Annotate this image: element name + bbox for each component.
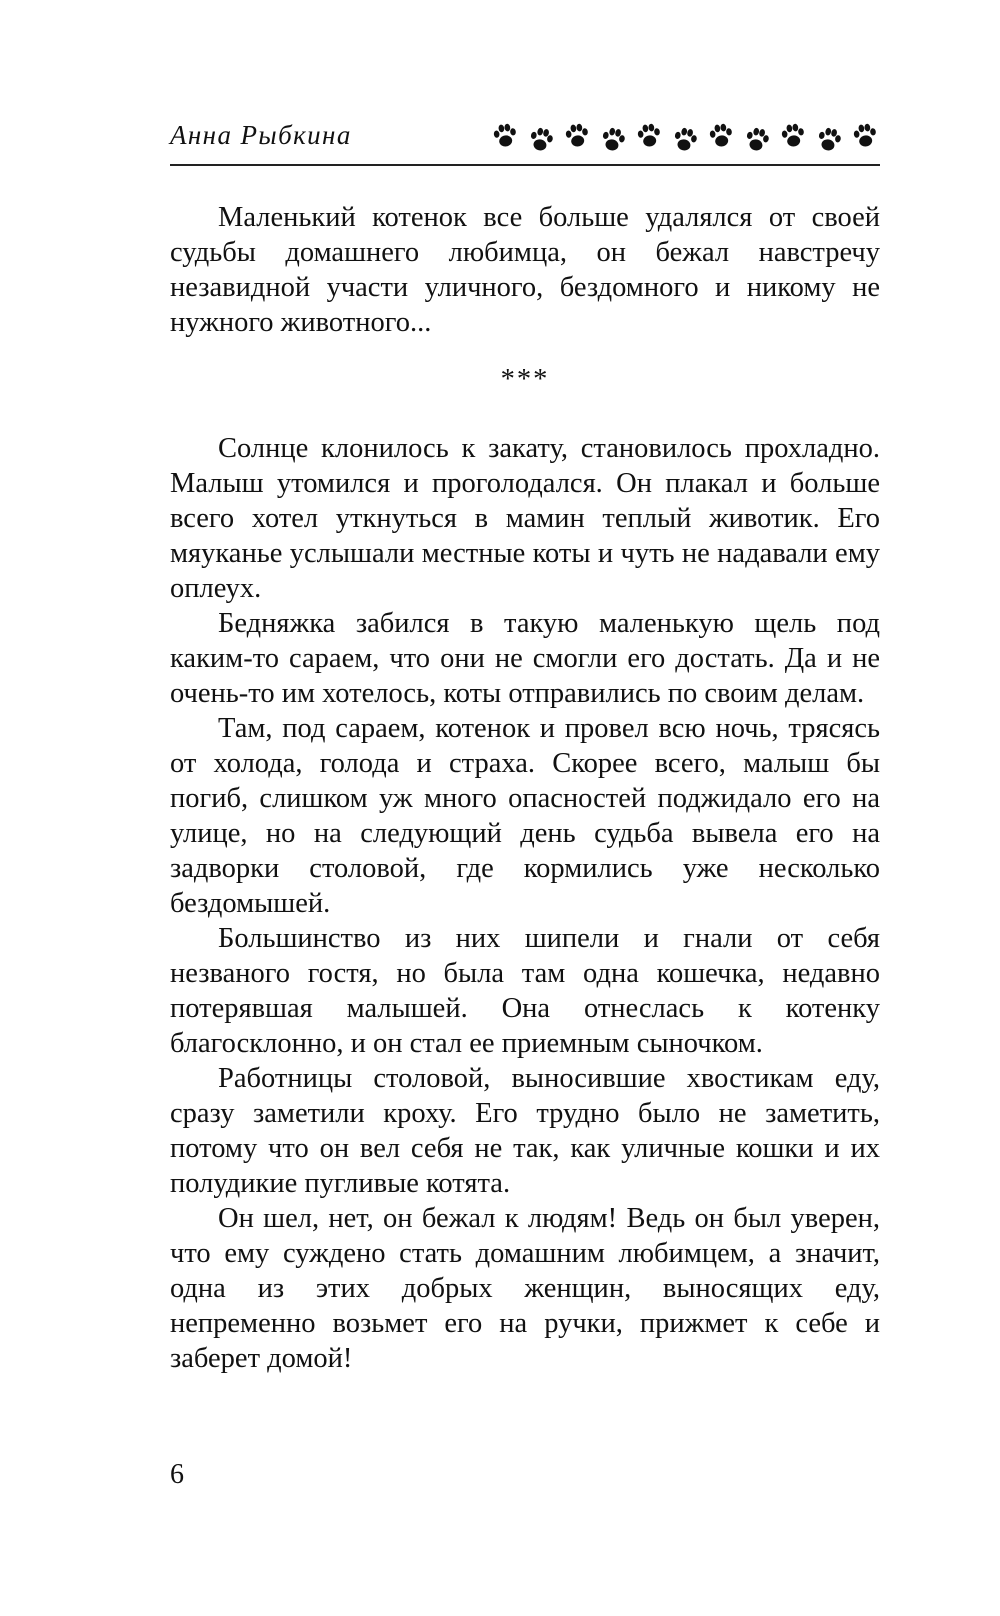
paragraph: Он шел, нет, он бежал к людям! Ведь он был уверен, что ему суждено стать домашним любимцем, а значит, одна из этих добрых женщин, выносящих еду, непременно возьмет его на ручки, прижмет к себе и заберет домой! bbox=[170, 1203, 880, 1374]
paw-print-icon bbox=[490, 120, 520, 151]
paw-print-icon bbox=[706, 120, 736, 151]
paw-print-icon bbox=[669, 124, 700, 157]
paw-print-icon bbox=[525, 124, 556, 157]
body-text bbox=[170, 200, 880, 1376]
running-head-author: Анна Рыбкина bbox=[170, 120, 352, 150]
paragraph: Там, под сараем, котенок и провел всю ночь, трясясь от холода, голода и страха. Скорее всего, малыш бы погиб, слишком уж много опасностей поджидало его на улице, но на следующий день судьба вывела его на задворки столовой, где кормились уже несколько бездомышей. bbox=[170, 713, 880, 919]
running-head bbox=[170, 118, 880, 166]
paw-print-icon bbox=[741, 124, 772, 157]
paw-print-icon bbox=[778, 120, 808, 151]
paw-print-icon bbox=[597, 124, 628, 157]
section-separator: *** bbox=[500, 364, 550, 395]
paragraph: Работницы столовой, выносившие хвостикам еду, сразу заметили кроху. Его трудно было не заметить, потому что он вел себя не так, как уличные кошки и их полудикие пугливые котята. bbox=[170, 1063, 880, 1199]
paragraph: Солнце клонилось к закату, становилось прохладно. Малыш утомился и проголодался. Он плакал и больше всего хотел уткнуться в мамин теплый животик. Его мяуканье услышали местные коты и чуть не надавали ему оплеух. bbox=[170, 433, 880, 604]
header-rule bbox=[170, 164, 880, 166]
paw-ornament bbox=[492, 122, 878, 150]
paw-print-icon bbox=[634, 120, 664, 151]
paw-print-icon bbox=[562, 120, 592, 151]
paragraph: Маленький котенок все больше удалялся от своей судьбы домашнего любимца, он бежал навстречу незавидной участи уличного, бездомного и никому не нужного животного... bbox=[170, 202, 880, 338]
paragraph: Бедняжка забился в такую маленькую щель под каким-то сараем, что они не смогли его достать. Да и не очень-то им хотелось, коты отправились по своим делам. bbox=[170, 608, 880, 709]
paw-print-icon bbox=[813, 124, 844, 157]
page-number: 6 bbox=[170, 1459, 184, 1490]
paragraph: Большинство из них шипели и гнали от себя незваного гостя, но была там одна кошечка, недавно потерявшая малышей. Она отнеслась к котенку благосклонно, и он стал ее приемным сыночком. bbox=[170, 923, 880, 1059]
paw-print-icon bbox=[850, 120, 880, 151]
